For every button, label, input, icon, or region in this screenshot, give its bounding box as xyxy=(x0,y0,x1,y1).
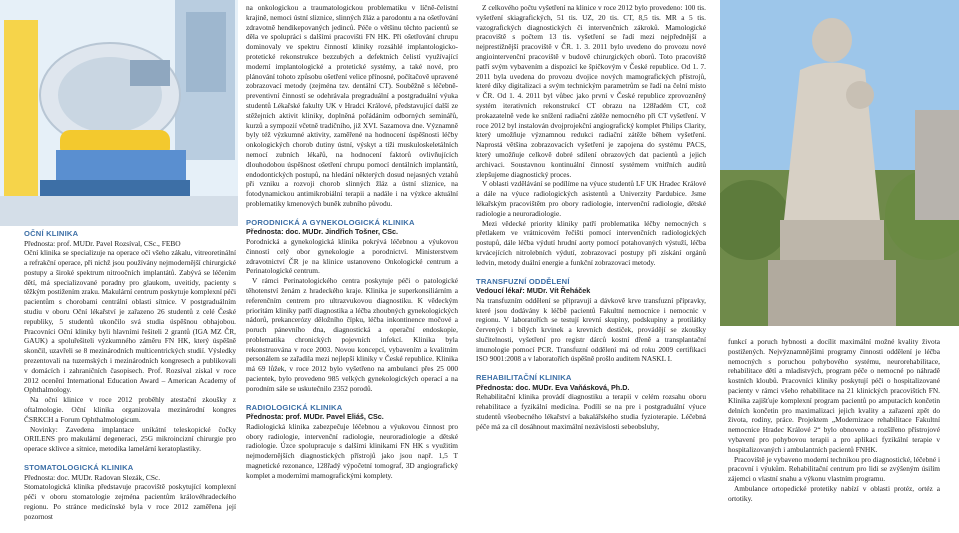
gyn-clinic-heading: PORODNICKÁ A GYNEKOLOGICKÁ KLINIKA xyxy=(246,217,415,227)
rehab-clinic-head-person: Přednosta: doc. MUDr. Eva Vaňásková, Ph.D. xyxy=(476,382,630,392)
statue-photo xyxy=(720,0,959,326)
eye-clinic-photo xyxy=(0,0,238,226)
right-column xyxy=(476,3,706,432)
eye-clinic-illustration xyxy=(0,0,238,226)
rad-clinic-heading: RADIOLOGICKÁ KLINIKA xyxy=(246,402,343,412)
rehab-clinic-text: Rehabilitační klinika provádí diagnostiku a terapii v celém rozsahu oboru rehabilitace a fyzikální medicína. Podílí se na pre i postgraduální výuce studentů všeobecného lékařství a bakalářského studia fyzioterapie. Léčebná péče má za cíl dosáhnout maximální nezávislosti sebeobsluhy, xyxy=(476,392,706,431)
transfusion-heading: TRANSFUZNÍ ODDĚLENÍ xyxy=(476,276,570,286)
rad-clinic-text-cont-3: Mezi vědecké priority kliniky patří problematika léčby nemocných s přetlakem ve vrátnicovém řečišti pomocí intervenčních radiologických postupů, dále léčba výdutí hrudní aorty pomocí potahovaných výstuží, léčba krvácejících nitrolebních výdutí, zobrazovací postupy při získání orgánů ledvin, metody duální energie a funkční zobrazovací metody. xyxy=(476,218,706,267)
gyn-clinic-text: Porodnická a gynekologická klinika pokrývá léčebnou a výukovou činností celý obor gynekologie a porodnictví. Ministerstvem zdravotnictví ČR je na klinice ustanoveno Onkologické centrum a Perinatologické centrum. xyxy=(246,236,458,276)
rad-clinic-text: Radiologická klinika zabezpečuje léčebnou a výukovou činnost pro obory radiologie, intervenční radiologie, neuroradiologie a dětské radiologie. Úzce spolupracuje s dalšími klinikami FN HK s využitím nejmodernějších diagnostických přístrojů jako jsou např. 1,5 T magnetické rezonance, 128řadý výpočetní tomograf, 3D angiografický komplet a moderními mamografickými komplety. xyxy=(246,421,458,480)
rad-clinic-text-cont: Z celkového počtu vyšetření na klinice v roce 2012 bylo provedeno: 100 tis. vyšetření skiagrafických, 51 tis. UZ, 20 tis. CT, 8,5 tis. MR a 5 tis. vazografických diagnostických či intervenčních zákroků. Mamologické pracoviště s počtem 13 tis. vyšetření se řadí mezi nejpřednější a nejprestižnější pracoviště v ČR. 1. 3. 2011 bylo uvedeno do provozu nové angiointervenční pracoviště v budově chirurgických oborů. Toto pracoviště patří svým vybavením a dispozicí ke špičkovým v České republice. Od 1. 7. 2011 byla uvedena do provozu dvojice nových mamografických přístrojů, které díky digitalizaci a svým technickým parametrům se řadí na čelní místo v ČR. Od 1. 4. 2011 byl vůbec jako první v České republice zprovozněný systém iterativních rekonstrukcí CT obrazu na 128řadém CT, což prokazatelně vede ke snížení radiační zátěže nemocného při CT vyšetření. V roce 2012 byl instalován dvojprojekční angiografický komplet Philips Clarity, který umožňuje významnou redukci radiační zátěže během vyšetření. Naprostá většina zobrazovacích vyšetření je zapojena do systému PACS, který umožňuje celkově dobré sdílení obrazových dat pacientů a jejich archivaci. Soustavnou kontinuální činností systémem vnitřních auditů zlepšujeme diagnostický proces. xyxy=(476,3,706,179)
rehab-clinic-text-cont-3: Ambulance ortopedické protetiky nabízí v oblasti protéz, ortéz a ortotiky. xyxy=(728,483,940,503)
statue-illustration xyxy=(720,0,959,326)
eye-clinic-text: Oční klinika se specializuje na operace očí všeho zákalu, vitreoretinální a refrakční operace, při nichž jsou používány nejmodernější chirurgické postupy a široké spektrum nitroočních implantátů. Zabývá se léčením dětí, má specializované poradny pro glaukom, uveitidy, pacienty s těžkým postižením zraku. Makulární centrum poskytuje komplexní péči pacientům s chorobami centrální oblasti sítnice. V postgraduálním studiu v oboru Oční lékařství je zařazeno 26 studentů z celé České republiky, 5 studentů ukončilo svá studia úspěšnou obhajobou. Pracovníci Oční kliniky byli hlavními řešiteli 2 grantů (IGA MZ ČR, GAUK) a spoluřešiteli výzkumného záměru FN HK, který úspěšně skončil, uzavřeli se 8 mezinárodních multicentrických studií. Výsledky prezentovali na tuzemských i mezinárodních kongresech a publikovali v domácích i zahraničních časopisech. Prof. Rozsíval získal v roce 2012 ocenění International Education Award – American Academy of Ophthalmology. xyxy=(24,248,236,395)
gyn-clinic-text-2: V rámci Perinatologického centra poskytuje péči o patologické těhotenství ženám z hradeckého kraje. Klinika je superkonsiliárním a referenčním centrem pro ultrazvukovou diagnostiku. K vědeckým prioritám kliniky patří diagnostika a léčba zhoubných gynekologických nádorů, prekancerózy děložního čípku, léčba inkontinence močové a poruch pánevního dna, diagnostická a operační endoskopie, problematika chronických pojevních infekcí. Klinika byla rekonstruována v roce 2003. Novou koncepcí, vybavením a kvalitním personálem se zařadila mezi nejlepší kliniky v České republice. Klinika má 69 lůžek, v roce 2012 bylo vyšetřeno na ambulanci přes 25 000 pacientek, bylo provedeno 985 velkých gynekologických operací a na porodním sále se uskutečnilo 2352 porodů. xyxy=(246,276,458,393)
eye-clinic-head-person: Přednosta: prof. MUDr. Pavel Rozsíval, CSc., FEBO xyxy=(24,238,181,248)
stoma-clinic-head-person: Přednosta: doc. MUDr. Radovan Slezák, CSc. xyxy=(24,472,161,482)
stoma-clinic-text-cont: na onkologickou a traumatologickou problematiku v líčně-čelistní krajině, nemoci ústní sliznice, slinných žláz a parodontu a na ošetřování zdravotně hendikepovaných jedinců. Péče o většinu těchto pacientů se děla ve spolupráci s dalšími pracovišti FN HK. Při ošetřování chrupu dominovaly ve spektru činností kliniky rozsáhlé implantologicko-protetické rekonstrukce bezzubých a defektních čelistí využívající moderní implantologické a protetické systémy, a také nové, pro plánování tohoto způsobu ošetření velice přínosné, počítačově upravené zobrazovací metody (zejména tzv. dentální CT). Souběžně s léčebně-preventivní činností se odehrávala pregraduální a postgraduální výuka studentů Lékařské fakulty UK v Hradci Králové, představující další ze stěžejních aktivit kliniky, doplněná pořádáním odborných seminářů, kurzů a sympozií včetně tradičního, již XVI. Sazamova dne. Významně byly též výzkumné aktivity, zaměřené na hodnocení úspěšnosti léčby onkologických chorob dutiny ústní, výskyt a tíži muskuloskeletálních nemocí zubních lékařů, na hodnocení faktorů ovlivňujících dlouhodobou úspěšnost ošetření chrupu pomocí dentálních implantátů, endodontických postupů, na hledání některých dosud nejasných vztahů při vzniku a rozvoji chorob slinných žláz a ústní sliznice, na fotodynamickou antimikrobiální terapii a nadále i na výzkce aktuální problematiky kmenových buněk zubního původu. xyxy=(246,3,458,208)
rehab-clinic-heading: REHABILITAČNÍ KLINIKA xyxy=(476,373,572,383)
middle-column xyxy=(246,3,458,481)
rehab-clinic-text-cont-2: Pracoviště je vybaveno moderní technikou pro diagnostické, léčebné i pracovní i výukům. Rehabilitační centrum pro lidi se zvýšeným úsilím zájemci o vlastní snahu a výkonu vlastním programu. xyxy=(728,454,940,484)
stoma-clinic-text: Stomatologická klinika představuje pracoviště poskytující komplexní péči v oboru stomatologie zejména pacientům královéhradeckého regionu. Po stránce medicínské byla v roce 2012 zaměřena její pozornost xyxy=(24,482,236,521)
eye-clinic-text-2: Na oční klinice v roce 2012 proběhly atestační zkoušky z oftalmologie. Oční klinika organizovala mezinárodní kongres ČSRKCH a Forum Ophthalmologicum. xyxy=(24,395,236,424)
transfusion-head-person: Vedoucí lékař: MUDr. Vít Řeháček xyxy=(476,286,591,296)
left-column xyxy=(24,229,236,522)
stoma-clinic-heading: STOMATOLOGICKÁ KLINIKA xyxy=(24,462,134,472)
gyn-clinic-head-person: Přednosta: doc. MUDr. Jindřich Tošner, CSc. xyxy=(246,227,399,237)
rad-clinic-head-person: Přednosta: prof. MUDr. Pavel Eliáš, CSc. xyxy=(246,412,384,422)
eye-clinic-text-3: Novinky: Zavedena implantace unikátní teleskopické čočky ORILENS pro makulární degeneraci, 25G mikroincizní chirurgie pro operace sklivce a sítnice, metodika lamelární keratoplastiky. xyxy=(24,424,236,454)
far-right-column xyxy=(728,337,940,504)
rad-clinic-text-cont-2: V oblasti vzdělávání se podílíme na výuce studentů LF UK Hradec Králové a dále na výuce radiologických asistentů a Univerzity Pardubice. Jsme lékařským pracovištěm pro obory radiologie, intervenční radiologie, dětské radiologie a neuroradiologie. xyxy=(476,179,706,218)
rehab-clinic-text-cont: funkcí a poruch hybnosti a docílit maximální možné kvality života postižených. Nejvýznamnějšími programy činnosti oddělení je léčba nemocných s poruchou pohybového systému, neurorehabilitace, rehabilitace dětí a mladistvých, program péče o nemocné po náhradě kostních kloubů. Pracovníci kliniky poskytují péči o hospitalizované pacienty v rámci všeho rehabilitace na 21 klinických pracovištích FN. Klinika zajišťuje komplexní program pacientů po amputacích končetin delních končetin pro maximalizaci jejich kvality a zařazení zpět do života, rodiny, práce. Projektem „Modernizace rehabilitace Fakultní nemocnice Hradec Králové 2“ bylo obnoveno a rozšířeno přístrojové vybavení pro pohybovou terapii a pro aplikaci fyzikální terapie v hospitalizovaných i ambulantních pacientů FNHK. xyxy=(728,337,940,454)
transfusion-text: Na transfuzním oddělení se připravují a dávkově krve transfuzní přípravky, které jsou dodávány k léčbě pacientů Fakultní nemocnice i nemocnic v regionu. V laboratořích se testují krevní skupiny, podskupiny a protilátky červených i bílých krvinek a krevních destiček, provádějí se zkoušky slučitelnosti, vyšetření pro registr dárců kostní dřeně a transplantační imunologie pomocí PCR. Transfuzní oddělení má od roku 2009 certifikaci ISO 9001:2008 a v laboratořích úspěšně prošlo auditem NASKL I. xyxy=(476,295,706,364)
eye-clinic-heading: OČNÍ KLINIKA xyxy=(24,229,79,238)
